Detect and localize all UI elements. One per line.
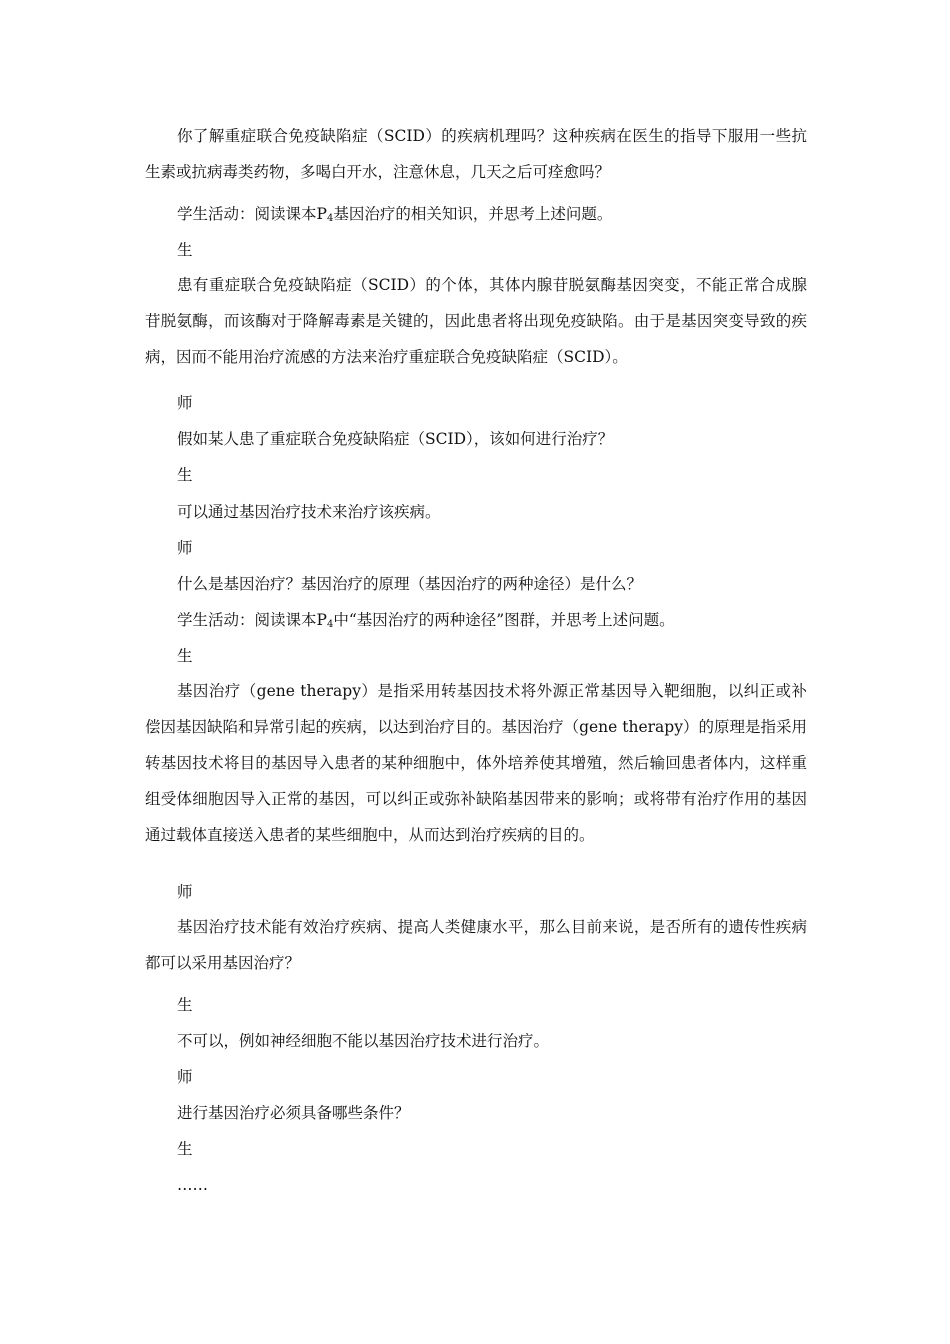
speaker-teacher-label: 师 — [177, 883, 193, 901]
paragraph-gene-therapy-answer: 可以通过基因治疗技术来治疗该疾病。 — [177, 503, 441, 521]
speaker-student-label: 生 — [177, 241, 193, 259]
paragraph-scid-explanation: 患有重症联合免疫缺陷症（SCID）的个体，其体内腺苷脱氨酶基因突变，不能正常合成腺苷脱氨酶，而该酶对于降解毒素是关键的，因此患者将出现免疫缺陷。由于是基因突变导致的疾病，因而不能用治疗流感的方法来治疗重症联合免疫缺陷症（SCID）。 — [145, 276, 807, 366]
paragraph-gene-therapy-definition-question: 什么是基因治疗？基因治疗的原理（基因治疗的两种途径）是什么？ — [177, 575, 643, 593]
paragraph-gene-therapy-definition: 基因治疗（gene therapy）是指采用转基因技术将外源正常基因导入靶细胞，以纠正或补偿因基因缺陷和异常引起的疾病，以达到治疗目的。基因治疗（gene therapy）的原理是指采用转基因技术将目的基因导入患者的某种细胞中，体外培养使其增殖，然后输回患者体内，这样重组受体细胞因导入正常的基因，可以纠正或弥补缺陷基因带来的影响；或将带有治疗作用的基因通过载体直接送入患者的某些细胞中，从而达到治疗疾病的目的。 — [145, 682, 807, 844]
paragraph-student-activity-2: 学生活动：阅读课本$P_4$中“基因治疗的两种途径”图群，并思考上述问题。 — [177, 611, 675, 630]
paragraph-treatment-question: 假如某人患了重症联合免疫缺陷症（SCID），该如何进行治疗？ — [177, 430, 614, 448]
speaker-student-label: 生 — [177, 647, 193, 665]
speaker-teacher-label: 师 — [177, 394, 193, 412]
paragraph-all-diseases-question: 基因治疗技术能有效治疗疾病、提高人类健康水平，那么目前来说，是否所有的遗传性疾病都可以采用基因治疗？ — [145, 918, 807, 972]
speaker-student-label: 生 — [177, 1140, 193, 1158]
ellipsis-text: …… — [177, 1176, 208, 1194]
paragraph-nerve-cell-answer: 不可以，例如神经细胞不能以基因治疗技术进行治疗。 — [177, 1032, 550, 1050]
paragraph-conditions-question: 进行基因治疗必须具备哪些条件？ — [177, 1104, 410, 1122]
speaker-teacher-label: 师 — [177, 539, 193, 557]
paragraph-student-activity-1: 学生活动：阅读课本$P_4$基因治疗的相关知识，并思考上述问题。 — [177, 205, 613, 224]
paragraph-scid-question: 你了解重症联合免疫缺陷症（SCID）的疾病机理吗？这种疾病在医生的指导下服用一些抗生素或抗病毒类药物，多喝白开水，注意休息，几天之后可痊愈吗？ — [145, 127, 807, 181]
speaker-student-label: 生 — [177, 466, 193, 484]
speaker-student-label: 生 — [177, 996, 193, 1014]
speaker-teacher-label: 师 — [177, 1068, 193, 1086]
